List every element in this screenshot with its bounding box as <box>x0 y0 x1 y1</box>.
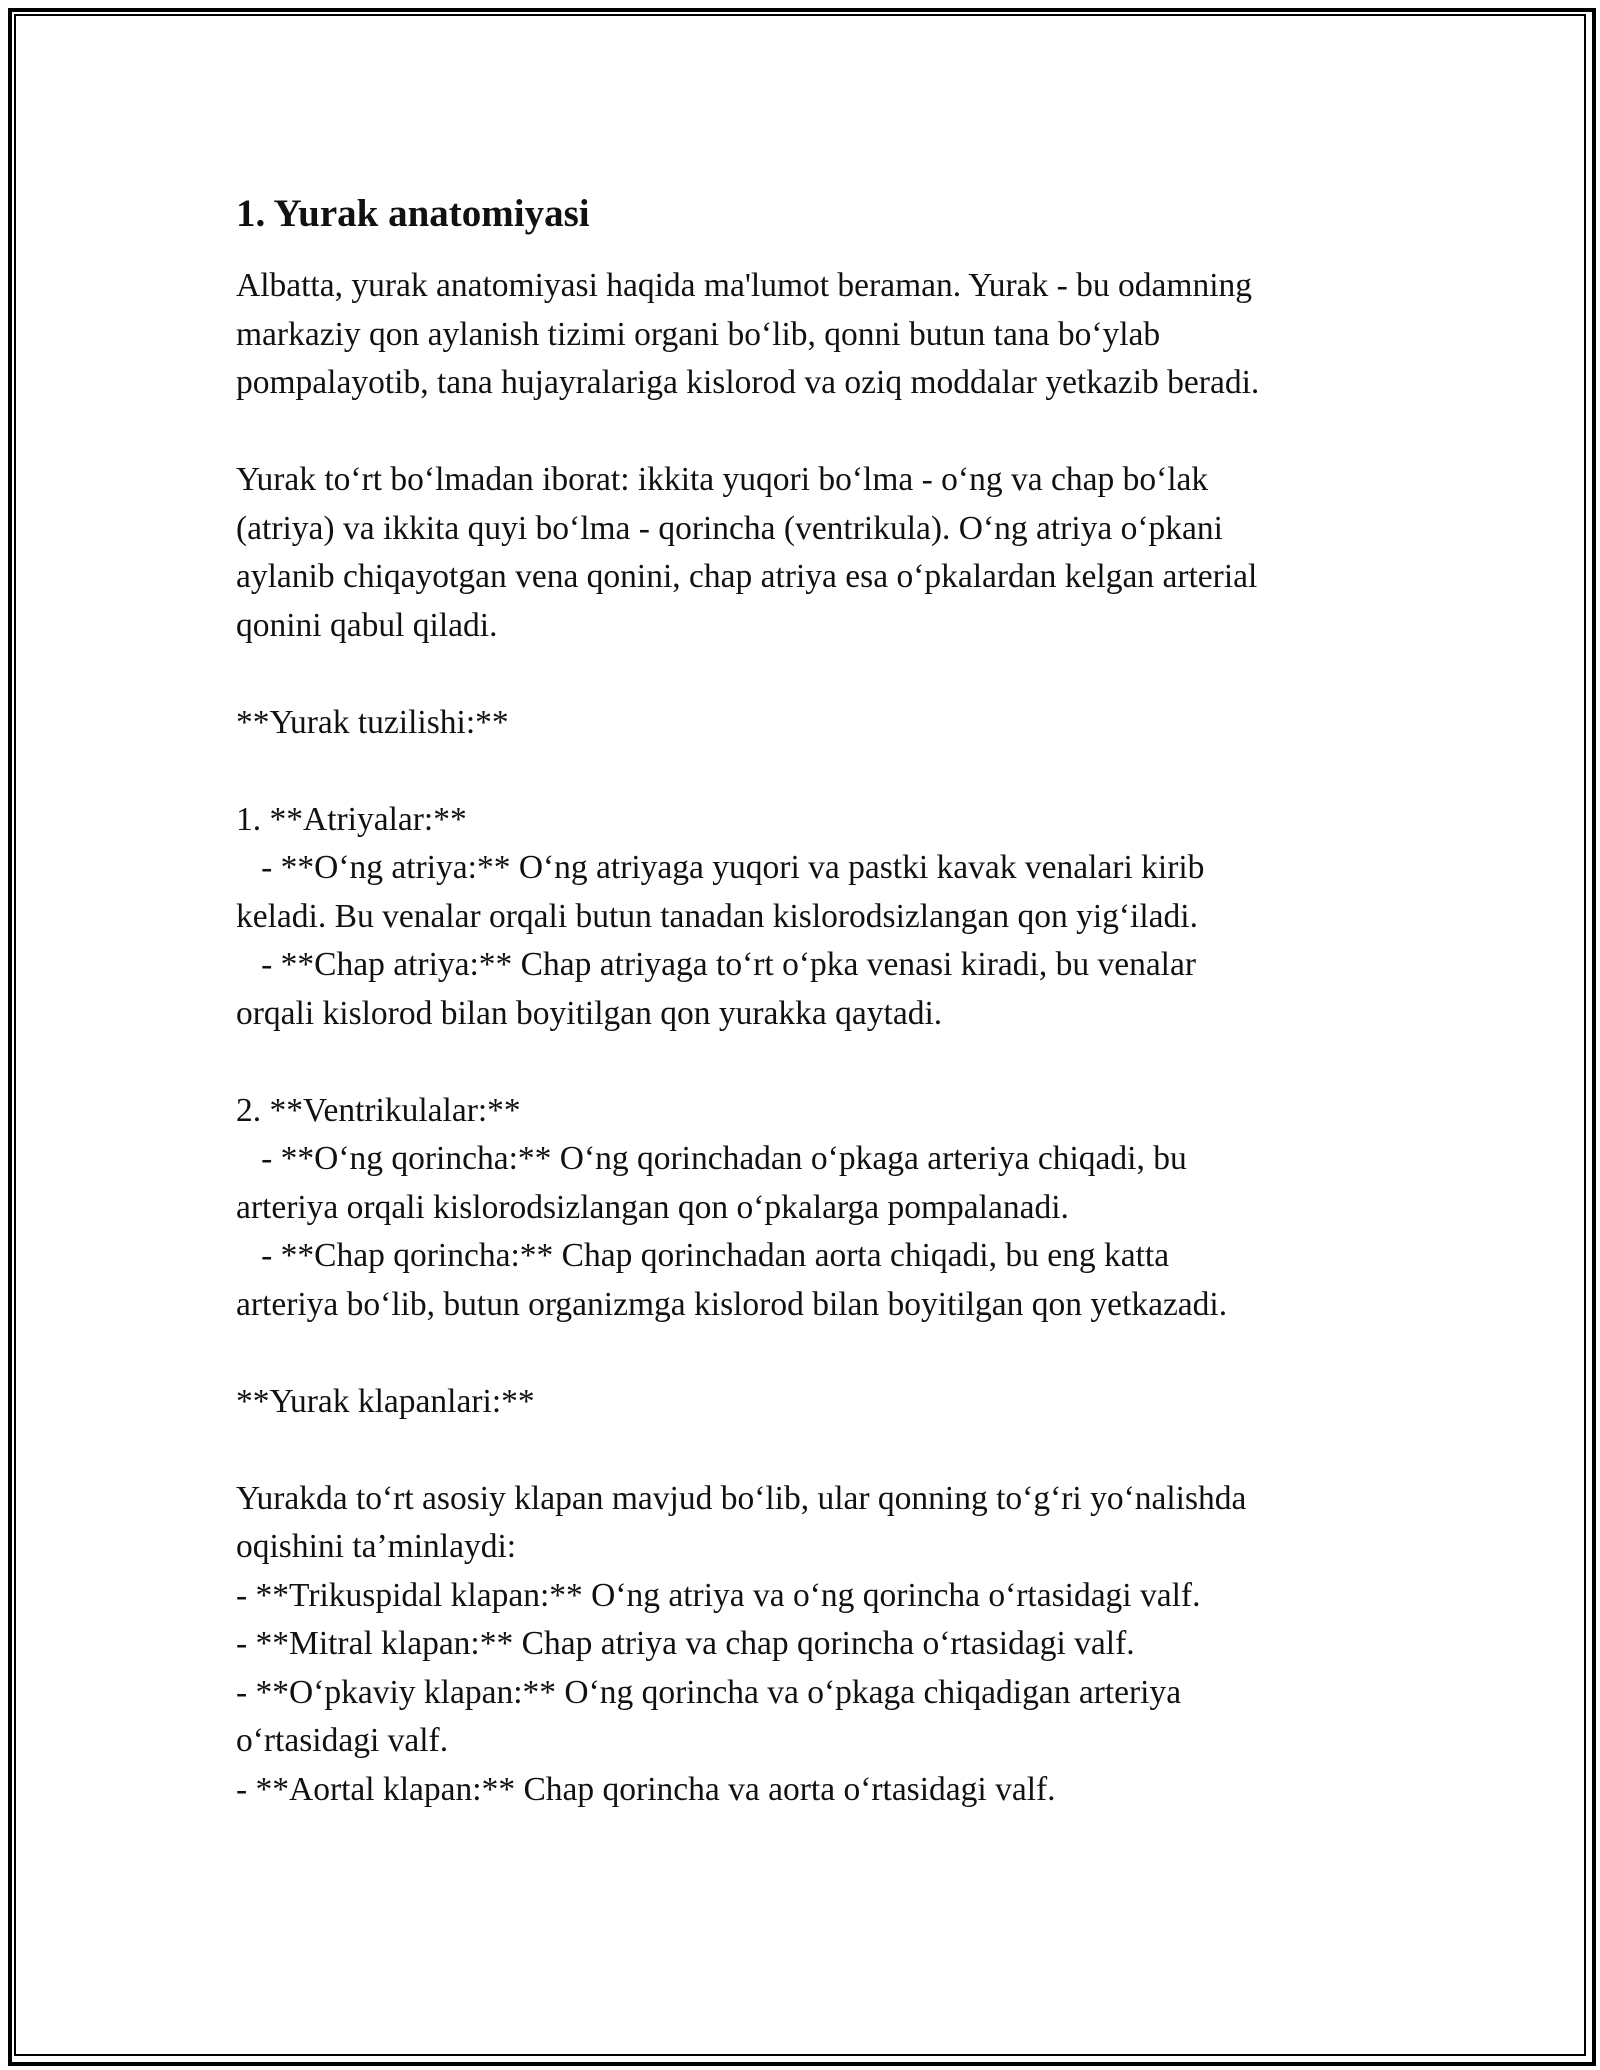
text-line: arteriya orqali kislorodsizlangan qon oʻpkalarga pompalanadi. <box>236 1188 1069 1226</box>
text-line: aylanib chiqayotgan vena qonini, chap atriya esa oʻpkalardan kelgan arterial <box>236 558 1258 595</box>
list-ventricles <box>236 1087 1386 1330</box>
text-line: - **Oʻng atriya:** Oʻng atriyaga yuqori va pastki kavak venalari kirib <box>236 849 1205 886</box>
text-line: - **Aortal klapan:** Chap qorincha va aorta oʻrtasidagi valf. <box>236 1770 1056 1808</box>
list-valves <box>236 1475 1386 1815</box>
document-page <box>236 190 1386 1863</box>
text-line: markaziy qon aylanish tizimi organi boʻlib, qonni butun tana boʻylab <box>236 315 1161 353</box>
text-line: oʻrtasidagi valf. <box>236 1722 449 1759</box>
paragraph-intro <box>236 262 1386 408</box>
text-line: - **Mitral klapan:** Chap atriya va chap qorincha oʻrtasidagi valf. <box>236 1625 1135 1662</box>
text-line: 2. **Ventrikulalar:** <box>236 1091 521 1129</box>
text-line: keladi. Bu venalar orqali butun tanadan kislorodsizlangan qon yigʻiladi. <box>236 897 1198 935</box>
text-line: **Yurak tuzilishi:** <box>236 703 509 741</box>
text-line: (atriya) va ikkita quyi boʻlma - qorincha (ventrikula). Oʻng atriya oʻpkani <box>236 509 1223 547</box>
list-atria <box>236 796 1386 1039</box>
text-line: qonini qabul qiladi. <box>236 606 498 644</box>
text-line: 1. **Atriyalar:** <box>236 800 467 838</box>
text-line: orqali kislorod bilan boyitilgan qon yurakka qaytadi. <box>236 994 943 1032</box>
text-line: Albatta, yurak anatomiyasi haqida ma'lumot beraman. Yurak - bu odamning <box>236 267 1253 304</box>
section-heading-structure <box>236 699 1386 748</box>
text-line: - **Trikuspidal klapan:** Oʻng atriya va oʻng qorincha oʻrtasidagi valf. <box>236 1576 1201 1614</box>
section-heading-valves <box>236 1378 1386 1427</box>
text-line: pompalayotib, tana hujayralariga kislorod va oziq moddalar yetkazib beradi. <box>236 364 1260 401</box>
text-line: **Yurak klapanlari:** <box>236 1382 535 1420</box>
text-line: arteriya boʻlib, butun organizmga kislorod bilan boyitilgan qon yetkazadi. <box>236 1285 1228 1323</box>
text-line: Yurakda toʻrt asosiy klapan mavjud boʻlib, ular qonning toʻgʻri yoʻnalishda <box>236 1479 1247 1517</box>
text-line: - **Oʻpkaviy klapan:** Oʻng qorincha va oʻpkaga chiqadigan arteriya <box>236 1673 1182 1711</box>
text-line: - **Chap atriya:** Chap atriyaga toʻrt oʻpka venasi kiradi, bu venalar <box>236 946 1197 983</box>
text-line: - **Chap qorincha:** Chap qorinchadan aorta chiqadi, bu eng katta <box>236 1237 1170 1274</box>
document-title: 1. Yurak anatomiyasi <box>236 192 590 235</box>
paragraph-chambers <box>236 456 1386 650</box>
text-line: oqishini ta’minlaydi: <box>236 1528 517 1565</box>
text-line: - **Oʻng qorincha:** Oʻng qorinchadan oʻpkaga arteriya chiqadi, bu <box>236 1140 1187 1177</box>
text-line: Yurak toʻrt boʻlmadan iborat: ikkita yuqori boʻlma - oʻng va chap boʻlak <box>236 461 1209 498</box>
